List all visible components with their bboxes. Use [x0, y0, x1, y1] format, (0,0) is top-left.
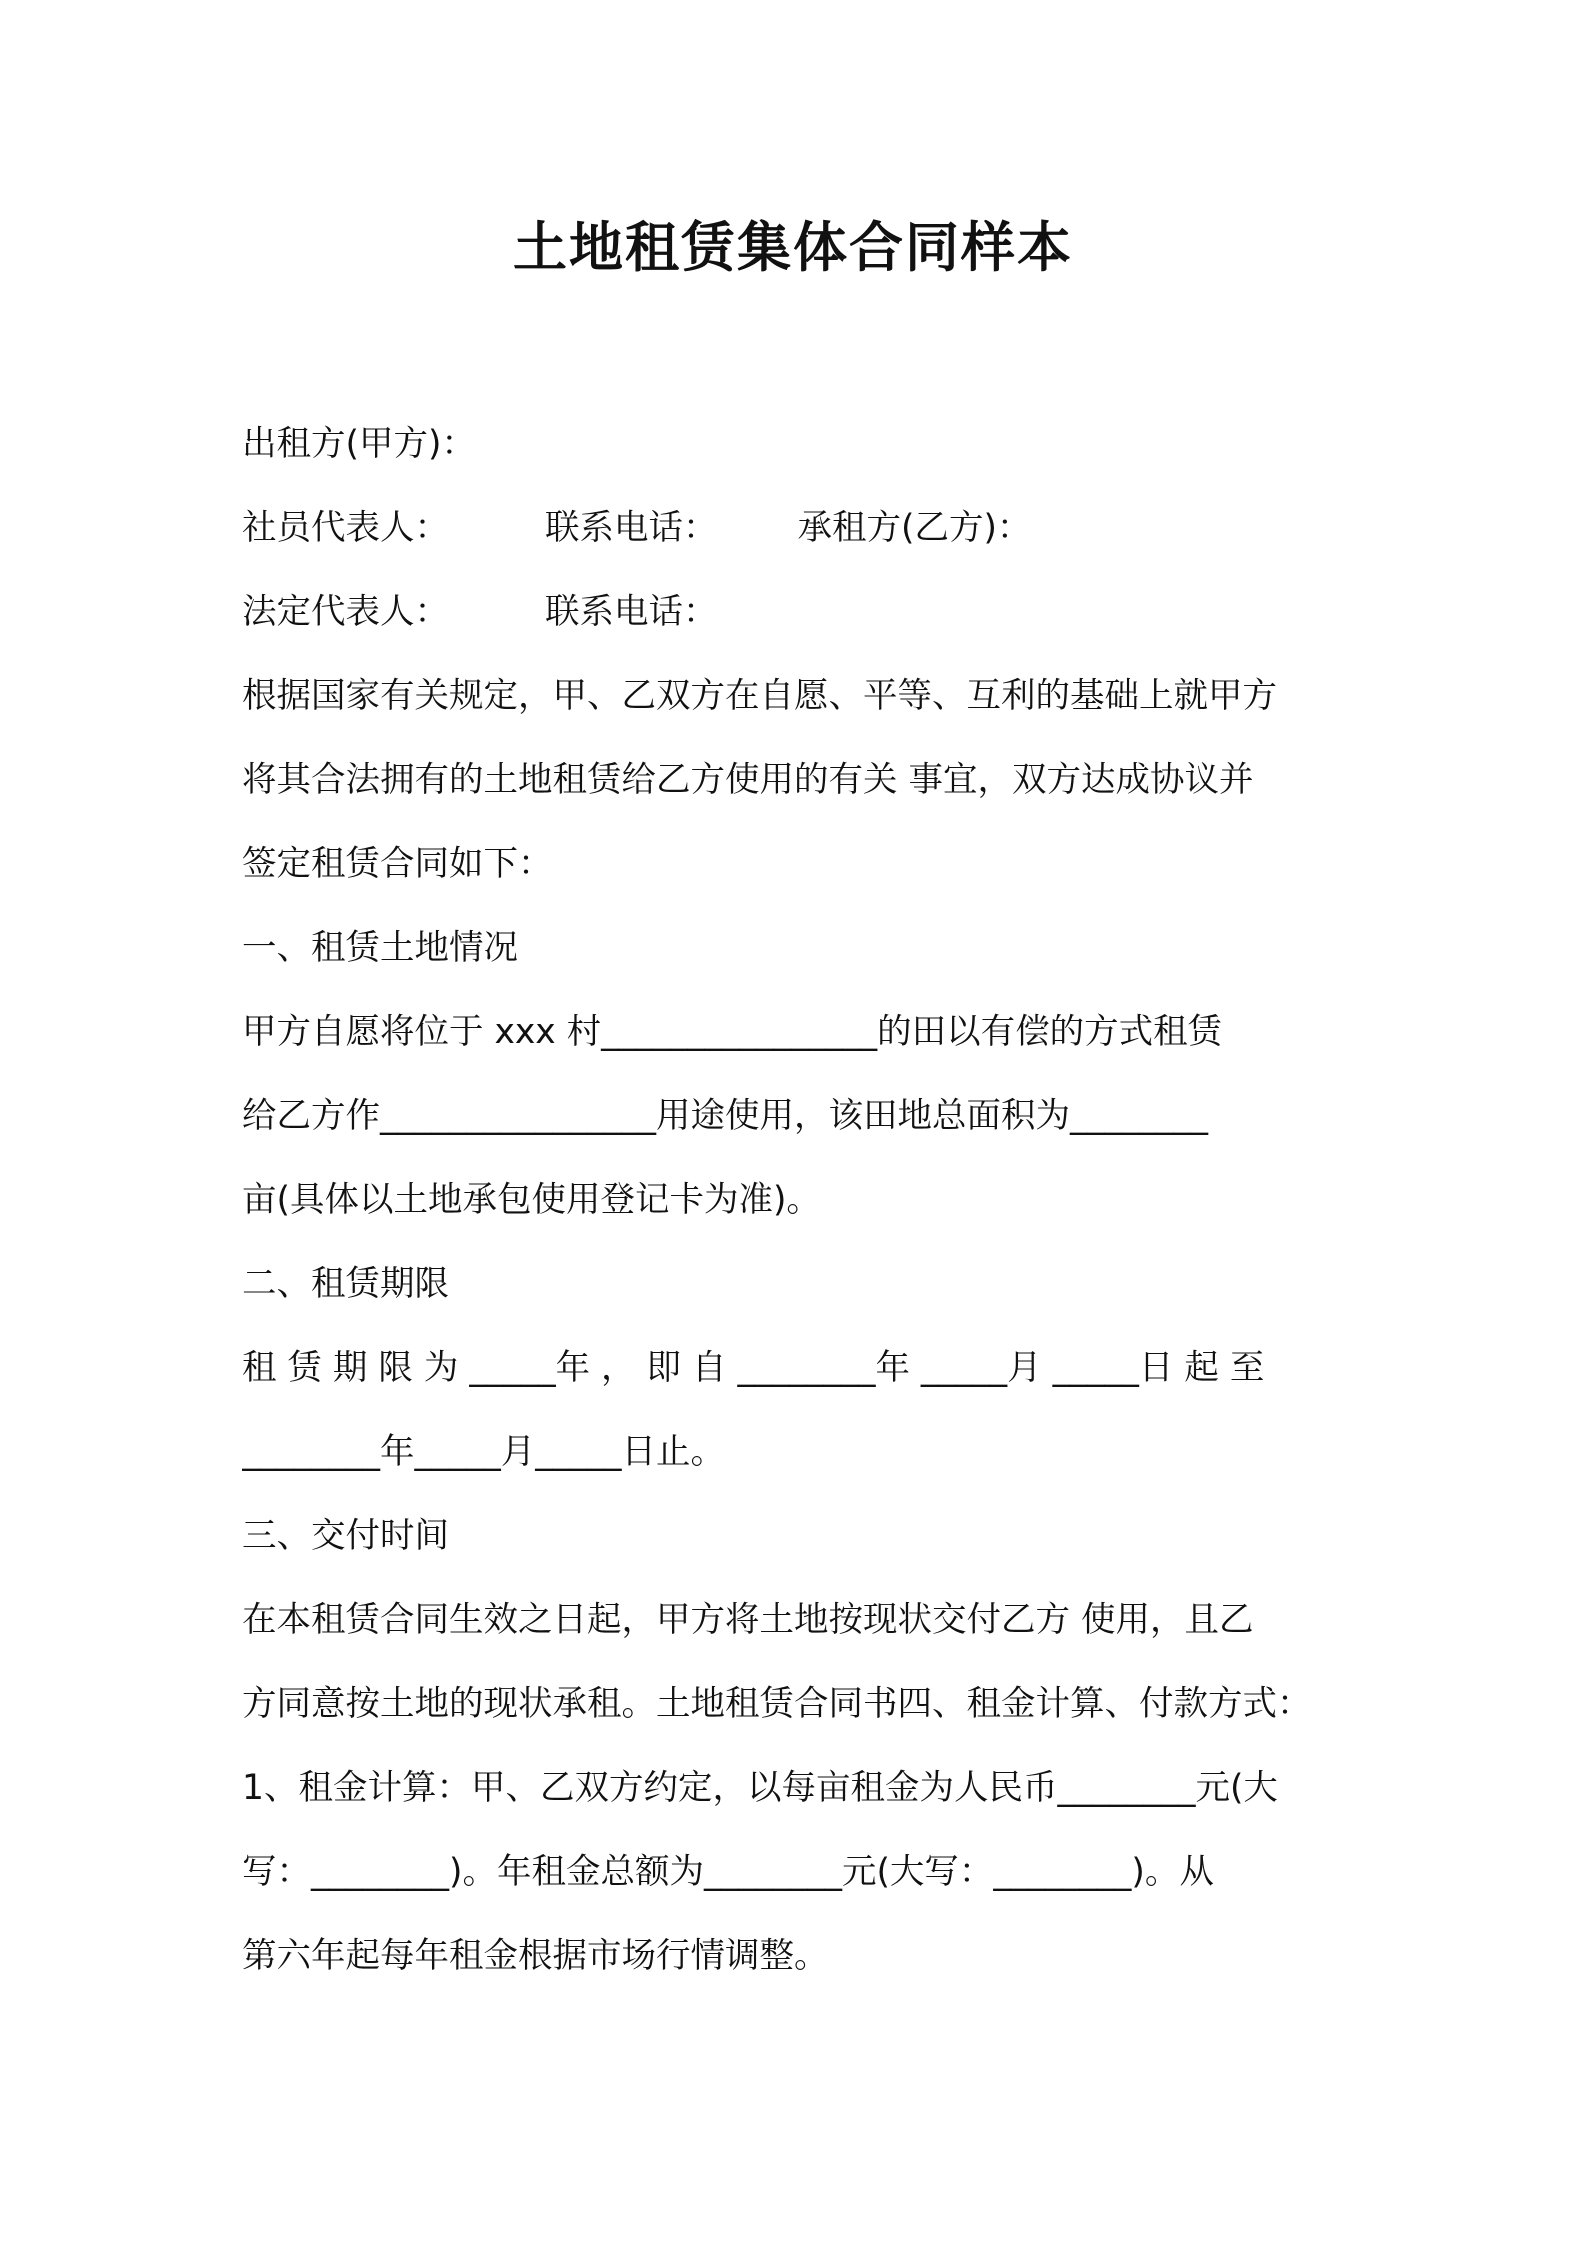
preamble-line: 签定租赁合同如下： — [242, 844, 553, 884]
preamble-line: 将其合法拥有的土地租赁给乙方使用的有关 事宜，双方达成协议并 — [242, 760, 1254, 800]
section-heading: 一、租赁土地情况 — [242, 928, 518, 968]
section-line: 第六年起每年租金根据市场行情调整。 — [242, 1936, 829, 1976]
section-heading: 三、交付时间 — [242, 1516, 449, 1556]
contact-phone-label: 联系电话： — [545, 508, 718, 548]
document-title: 土地租赁集体合同样本 — [513, 216, 1073, 279]
section-line: 租 赁 期 限 为 _____年 ， 即 自 ________年 _____月 _____日 起 至 — [242, 1348, 1265, 1388]
section-line: 亩(具体以土地承包使用登记卡为准)。 — [242, 1180, 821, 1220]
document-body — [242, 402, 1352, 1998]
section-line: ________年_____月_____日止。 — [242, 1432, 725, 1472]
party-a-line: 出租方(甲方)： — [242, 424, 476, 464]
member-rep-line — [242, 486, 1352, 570]
section-line: 给乙方作________________用途使用，该田地总面积为________ — [242, 1096, 1208, 1136]
section-line: 方同意按土地的现状承租。土地租赁合同书四、租金计算、付款方式： — [242, 1684, 1312, 1724]
section-line: 写：________)。年租金总额为________元(大写：________)。从 — [242, 1852, 1214, 1892]
party-b-label: 承租方(乙方)： — [797, 508, 1032, 548]
legal-rep-line — [242, 570, 1352, 654]
section-heading: 二、租赁期限 — [242, 1264, 449, 1304]
contact-phone-label: 联系电话： — [545, 592, 718, 632]
preamble-line: 根据国家有关规定，甲、乙双方在自愿、平等、互利的基础上就甲方 — [242, 676, 1277, 716]
legal-rep-label: 法定代表人： — [242, 592, 449, 632]
section-line: 甲方自愿将位于 xxx 村________________的田以有偿的方式租赁 — [242, 1012, 1223, 1052]
section-line: 在本租赁合同生效之日起，甲方将土地按现状交付乙方 使用，且乙 — [242, 1600, 1254, 1640]
section-line: 1、租金计算：甲、乙双方约定，以每亩租金为人民币________元(大 — [242, 1768, 1278, 1808]
member-rep-label: 社员代表人： — [242, 508, 449, 548]
